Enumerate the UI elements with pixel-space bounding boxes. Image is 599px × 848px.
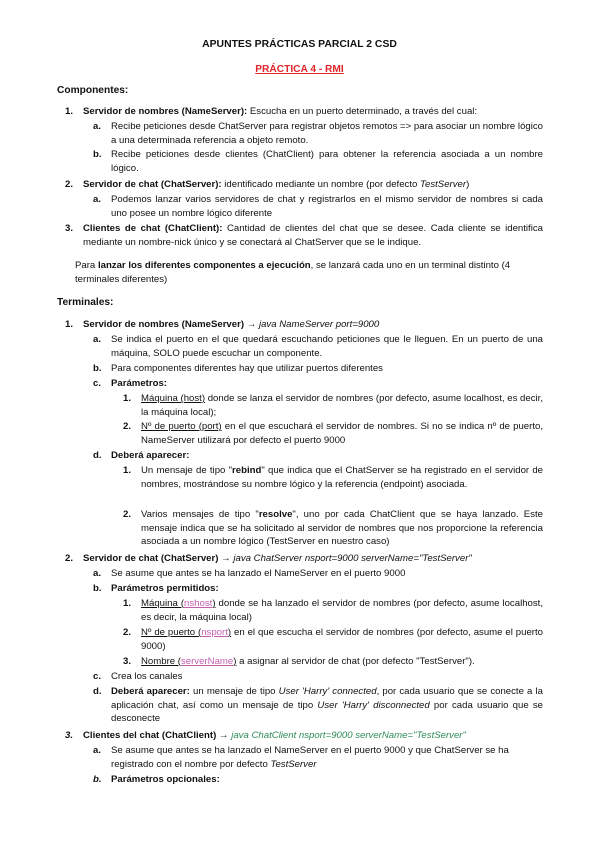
list-marker: 1. (123, 465, 132, 476)
terminal-2b-label: Parámetros permitidos: (111, 583, 219, 594)
terminal-1a-text: Se indica el puerto en el que quedará escuchando peticiones que le lleguen. En un puerto de una máquina, SOLO puede escuchar un componente. (111, 334, 543, 359)
terminal-2-text (83, 552, 543, 566)
host-param: Máquina (host) (141, 393, 206, 404)
terminal-2b3-text (141, 655, 543, 669)
terminal-1c-label: Parámetros: (111, 378, 167, 389)
servername-param: serverName (180, 656, 234, 667)
t2d-c: por cada usuario que se desconecte (111, 699, 543, 724)
nshost-param: nshost (184, 598, 213, 609)
componente-2-default-name: TestServer (420, 179, 467, 190)
t2d-connected: User 'Harry' connected (278, 686, 377, 697)
componente-2-text (83, 178, 543, 192)
nsport-param: nsport (201, 627, 228, 638)
t3a-text: Se asume que antes se ha lanzado el NameServer en el puerto 9000 y que ChatServer se ha registrado con el nombre por defecto (111, 745, 509, 770)
list-marker: a. (93, 334, 102, 345)
list-marker: a. (93, 568, 102, 579)
componente-1b-number: b. (93, 149, 102, 160)
list-marker: b. (93, 774, 102, 785)
terminal-2c-text: Crea los canales (111, 671, 183, 682)
list-marker: a. (93, 745, 102, 756)
lanzar-para-end: , se lanzará cada uno en un terminal distinto (4 terminales diferentes) (75, 260, 511, 285)
list-marker: 2. (123, 509, 132, 520)
terminal-1c2-text (141, 420, 543, 447)
componente-1-text (83, 105, 543, 119)
rebind-pre: Un mensaje de tipo " (141, 465, 233, 476)
nshost-open: Máquina ( (141, 598, 185, 609)
document-title: APUNTES PRÁCTICAS PARCIAL 2 CSD (202, 39, 397, 50)
servername-desc: a asignar al servidor de chat (por defecto "TestServer"). (236, 656, 475, 667)
terminal-1-label: Servidor de nombres (NameServer) (83, 319, 245, 330)
terminal-3b-label: Parámetros opcionales: (111, 774, 220, 785)
componente-3-label: Clientes de chat (ChatClient): (83, 223, 223, 234)
componente-3-number: 3. (65, 223, 74, 234)
rebind-post: " que indica que el ChatServer se ha registrado en el servidor de nombres, mostrándose su nombre lógico y la referencia (endpoint) asociada. (141, 465, 544, 490)
terminal-1d-label: Deberá aparecer: (111, 450, 190, 461)
servername-close: ) (233, 656, 237, 667)
terminales-heading: Terminales: (57, 297, 114, 308)
componente-2-number: 2. (65, 179, 74, 190)
t2d-disconnected: User 'Harry' disconnected (317, 699, 430, 711)
terminal-1d1-text (141, 464, 543, 491)
document-subtitle: PRÁCTICA 4 - RMI (255, 64, 344, 75)
componente-1-desc: Escucha en un puerto determinado, a través del cual: (247, 106, 478, 117)
nsport-open: Nº de puerto ( (141, 627, 202, 638)
componente-1-label: Servidor de nombres (NameServer): (83, 106, 248, 117)
list-marker: 1. (123, 598, 132, 609)
terminal-2b1-text (141, 597, 543, 624)
resolve-post: ", uno por cada ChatClient que se haya lanzado. Este mensaje indica que se ha solicitado al servidor de nombres que nos proporcione la referencia asociada a un nombre lógico (TestServer en nuestro caso) (141, 509, 543, 547)
t2d-b: , por cada usuario que se conecte a la aplicación chat, así como un mensaje de tipo (111, 686, 543, 711)
componente-2a-number: a. (93, 194, 102, 205)
port-param-desc: en el que escuchará el servidor de nombres. Si no se indica nº de puerto, NameServer utilizará por defecto el puerto 9000 (141, 421, 543, 446)
terminal-2b2-text (141, 626, 543, 653)
host-param-desc: donde se lanza el servidor de nombres (por defecto, asume localhost, es decir, la máquina local); (141, 393, 543, 418)
lanzar-paragraph (75, 259, 543, 286)
componente-2a-text: Podemos lanzar varios servidores de chat y registrarlos en el mismo servidor de nombres si cada uno posee un nombre lógico diferente (111, 194, 543, 219)
list-marker: c. (93, 671, 102, 682)
componente-2-desc: identificado mediante un nombre (por defecto (221, 179, 421, 190)
terminal-1b-text: Para componentes diferentes hay que utilizar puertos diferentes (111, 363, 383, 374)
terminal-1d2-text (141, 508, 543, 549)
terminal-3a-text (111, 744, 543, 771)
terminal-3-number: 3. (65, 730, 74, 741)
t2d-a: un mensaje de tipo (189, 686, 279, 697)
componente-1a-text: Recibe peticiones desde ChatServer para registrar objetos remotos => para asociar un nombre lógico a una determinada referencia a objeto remoto. (111, 121, 543, 146)
list-marker: b. (93, 583, 102, 594)
arrow-icon: → (218, 553, 234, 564)
nsport-close: ) (227, 627, 232, 638)
list-marker: d. (93, 686, 102, 697)
componentes-heading: Componentes: (57, 85, 129, 96)
componente-3-desc: Cantidad de clientes del chat que se desee. Cada cliente se identifica mediante un nombre-nick único y se conectará al ChatServer que se le indique. (83, 223, 543, 248)
rebind-keyword: rebind (232, 465, 262, 476)
resolve-pre: Varios mensajes de tipo " (141, 509, 259, 520)
terminal-1c1-text (141, 392, 543, 419)
terminal-2-number: 2. (65, 553, 74, 564)
list-marker: 2. (123, 627, 132, 638)
terminal-3-command: java ChatClient nsport=9000 serverName="TestServer" (231, 730, 466, 741)
nshost-desc: donde se ha lanzado el servidor de nombres (por defecto, asume localhost, es decir, la máquina local) (141, 598, 543, 623)
list-marker: d. (93, 450, 102, 461)
componente-3-text (83, 222, 543, 249)
terminal-2-label: Servidor de chat (ChatServer) (83, 553, 219, 564)
componente-1-number: 1. (65, 106, 74, 117)
terminal-3-label: Clientes del chat (ChatClient) (83, 730, 217, 741)
terminal-1-command: java NameServer port=9000 (258, 319, 380, 330)
arrow-icon: → (216, 730, 232, 741)
componente-2-close: ) (466, 179, 470, 190)
list-marker: 3. (123, 656, 132, 667)
resolve-keyword: resolve (258, 509, 293, 520)
componente-1b-text: Recibe peticiones desde clientes (ChatClient) para obtener la referencia asociada a un nombre lógico. (111, 149, 543, 174)
terminal-2d-label: Deberá aparecer: (111, 686, 190, 697)
list-marker: 1. (123, 393, 132, 404)
nshost-close: ) (212, 598, 216, 609)
terminal-2-command: java ChatServer nsport=9000 serverName="TestServer" (233, 553, 472, 564)
arrow-icon: → (244, 319, 259, 330)
port-param: Nº de puerto (port) (141, 421, 222, 432)
lanzar-para-bold: lanzar los diferentes componentes a ejecución (97, 260, 311, 271)
t3a-default-name: TestServer (270, 758, 317, 770)
componente-1a-number: a. (93, 121, 102, 132)
terminal-2a-text: Se asume que antes se ha lanzado el NameServer en el puerto 9000 (111, 568, 406, 579)
lanzar-para-start: Para (75, 260, 98, 271)
terminal-3-text (83, 729, 543, 743)
terminal-2d-text (111, 685, 543, 726)
terminal-1-number: 1. (65, 319, 74, 330)
list-marker: c. (93, 378, 102, 389)
terminal-1-text (83, 318, 543, 332)
nsport-desc: en el que escucha el servidor de nombres (por defecto, asume el puerto 9000) (141, 627, 543, 652)
servername-open: Nombre ( (141, 656, 181, 667)
componente-2-label: Servidor de chat (ChatServer): (83, 179, 222, 190)
list-marker: 2. (123, 421, 132, 432)
list-marker: b. (93, 363, 102, 374)
